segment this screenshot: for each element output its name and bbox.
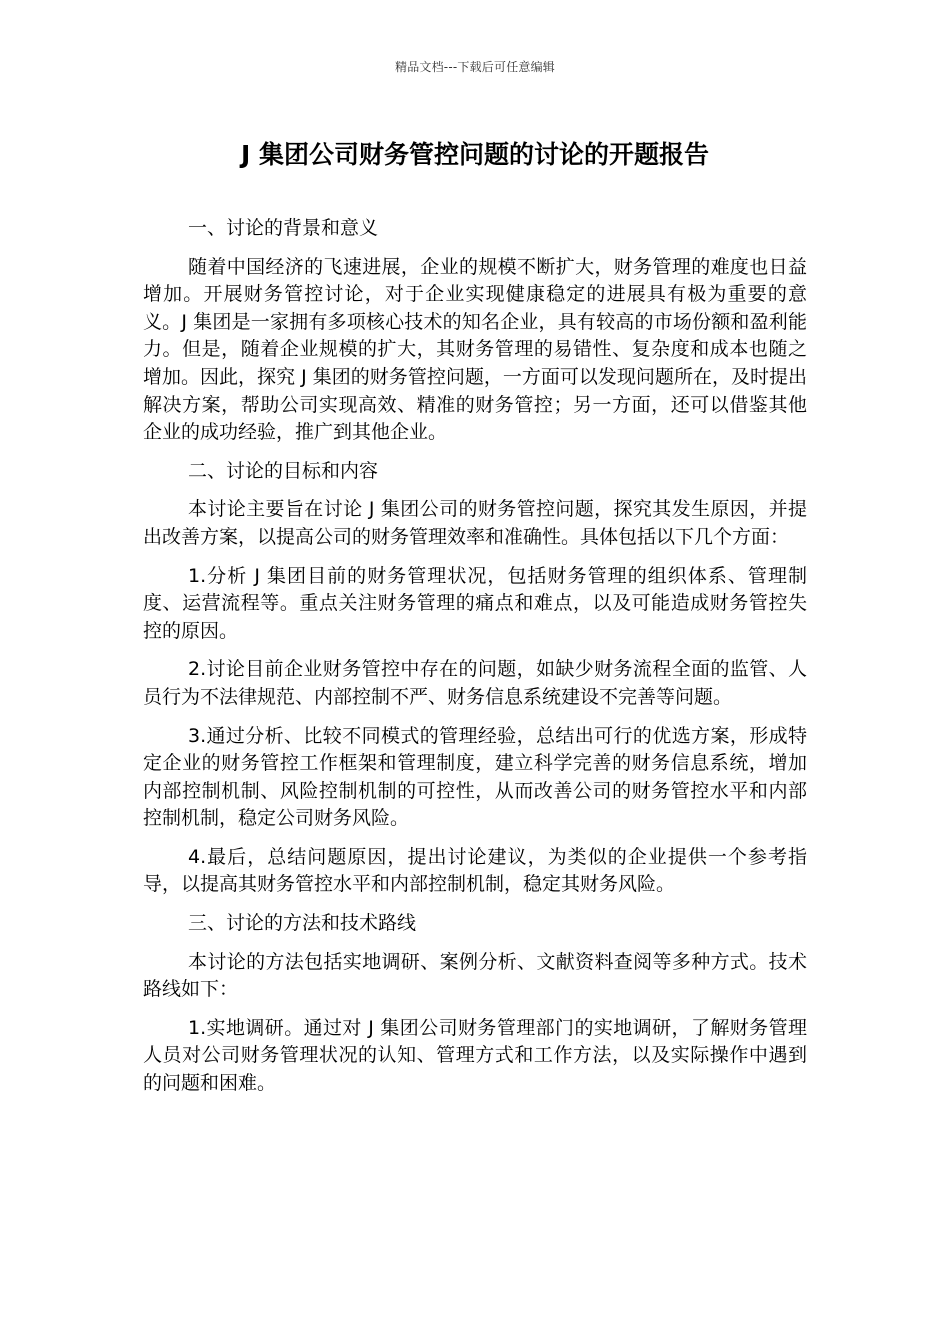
paragraph-methods-intro: 本讨论的方法包括实地调研、案例分析、文献资料查阅等多种方式。技术路线如下： (143, 950, 807, 1001)
paragraph-background: 随着中国经济的飞速进展，企业的规模不断扩大，财务管理的难度也日益增加。开展财务管控讨论，对于企业实现健康稳定的进展具有极为重要的意义。J 集团是一家拥有多项核心技术的知名企业，具有较高的市场份额和盈利能力。但是，随着企业规模的扩大，其财务管理的易错性、复杂度和成本也随之增加。因此，探究 J 集团的财务管控问题，一方面可以发现问题所在，及时提出解决方案，帮助公司实现高效、精准的财务管控；另一方面，还可以借鉴其他企业的成功经验，推广到其他企业。 (143, 255, 807, 444)
list-item-goal-1: 1.分析 J 集团目前的财务管理状况，包括财务管理的组织体系、管理制度、运营流程等。重点关注财务管理的痛点和难点，以及可能造成财务管控失控的原因。 (143, 564, 807, 642)
list-item-goal-4: 4.最后，总结问题原因，提出讨论建议，为类似的企业提供一个参考指导，以提高其财务管控水平和内部控制机制，稳定其财务风险。 (143, 845, 807, 896)
paragraph-goals-intro: 本讨论主要旨在讨论 J 集团公司的财务管控问题，探究其发生原因，并提出改善方案，以提高公司的财务管理效率和准确性。具体包括以下几个方面： (143, 498, 807, 548)
document-body (143, 215, 807, 1109)
list-item-goal-3: 3.通过分析、比较不同模式的管理经验，总结出可行的优选方案，形成特定企业的财务管控工作框架和管理制度，建立科学完善的财务信息系统，增加内部控制机制、风险控制机制的可控性，从而改善公司的财务管控水平和内部控制机制，稳定公司财务风险。 (143, 724, 807, 830)
section-heading-background: 一、讨论的背景和意义 (188, 217, 379, 239)
list-item-method-1: 1.实地调研。通过对 J 集团公司财务管理部门的实地调研，了解财务管理人员对公司财务管理状况的认知、管理方式和工作方法，以及实际操作中遇到的问题和困难。 (143, 1016, 807, 1095)
section-heading-goals: 二、讨论的目标和内容 (188, 459, 379, 482)
document-title: J 集团公司财务管控问题的讨论的开题报告 (240, 140, 709, 169)
list-item-goal-2: 2.讨论目前企业财务管控中存在的问题，如缺少财务流程全面的监管、人员行为不法律规范、内部控制不严、财务信息系统建设不完善等问题。 (143, 658, 807, 708)
section-heading-methods: 三、讨论的方法和技术路线 (188, 912, 417, 935)
page-header: 精品文档---下载后可任意编辑 (395, 60, 555, 74)
